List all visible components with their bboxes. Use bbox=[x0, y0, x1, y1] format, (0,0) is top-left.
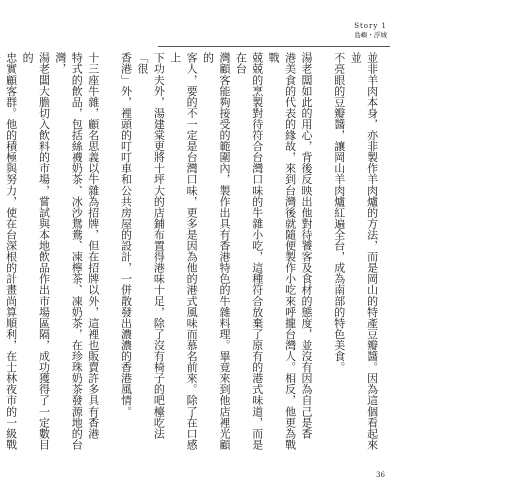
story-label: Story 1 bbox=[354, 22, 387, 30]
paragraph-2: 湯老闆如此的用心，背後反映出他對待饕客及食材的態度，並沒有因為自己是香 港美食的代表的緣故，來到台灣後就隨便製作小吃來呼攏台灣人。相反，他更為戰戰 兢兢的烹製對待符合台灣口味的牛雜小吃，這種符合放棄了原有的港式味道，而是在台 灣顧客能夠接受的範圍內，製作出具有香港特色的牛雜料理。畢竟來到他店裡光顧的 客人，要的不一定是台灣口味，更多是因為他的港式風味而慕名前來。除了在口感上 下功夫外，湯建棠更將十坪大的店鋪布置得港味十足，除了沒有椅子的吧檯吃法「很 香港」外，裡頭的叮叮車和公共房屋的設計，一併散發出濃濃的香港風情。 bbox=[119, 52, 313, 450]
paragraph-3: 十三座牛雜，顧名思義以牛雜為招牌，但在招牌以外，這裡也販賣許多具有香港 特式的飲品，包括絲襪奶茶、冰沙鴛鴦、凍檸茶、凍奶茶，在珍珠奶茶發源地的台灣， 湯老闆大膽切入飲料的市場，嘗試與本地飲品作出市場區隔，成功獲得了一定數目的 忠實顧客群。他的積極與努力，使在台深根的計畫尚算順利，在士林夜市的一級戰 bbox=[4, 52, 100, 450]
paragraph-1: 並非羊肉本身，亦非製作羊肉爐的方法，而是岡山的特產豆瓣醬。因為這個看起來並 不亮眼的豆瓣醬，讓岡山羊肉爐紅遍全台，成為南部的特色美食。 bbox=[332, 52, 379, 450]
section-subtitle: 島嶼・浮城 bbox=[354, 31, 387, 39]
page-number: 36 bbox=[376, 471, 385, 479]
body-text bbox=[4, 52, 396, 457]
header-rule bbox=[158, 46, 390, 47]
running-header bbox=[354, 22, 387, 40]
